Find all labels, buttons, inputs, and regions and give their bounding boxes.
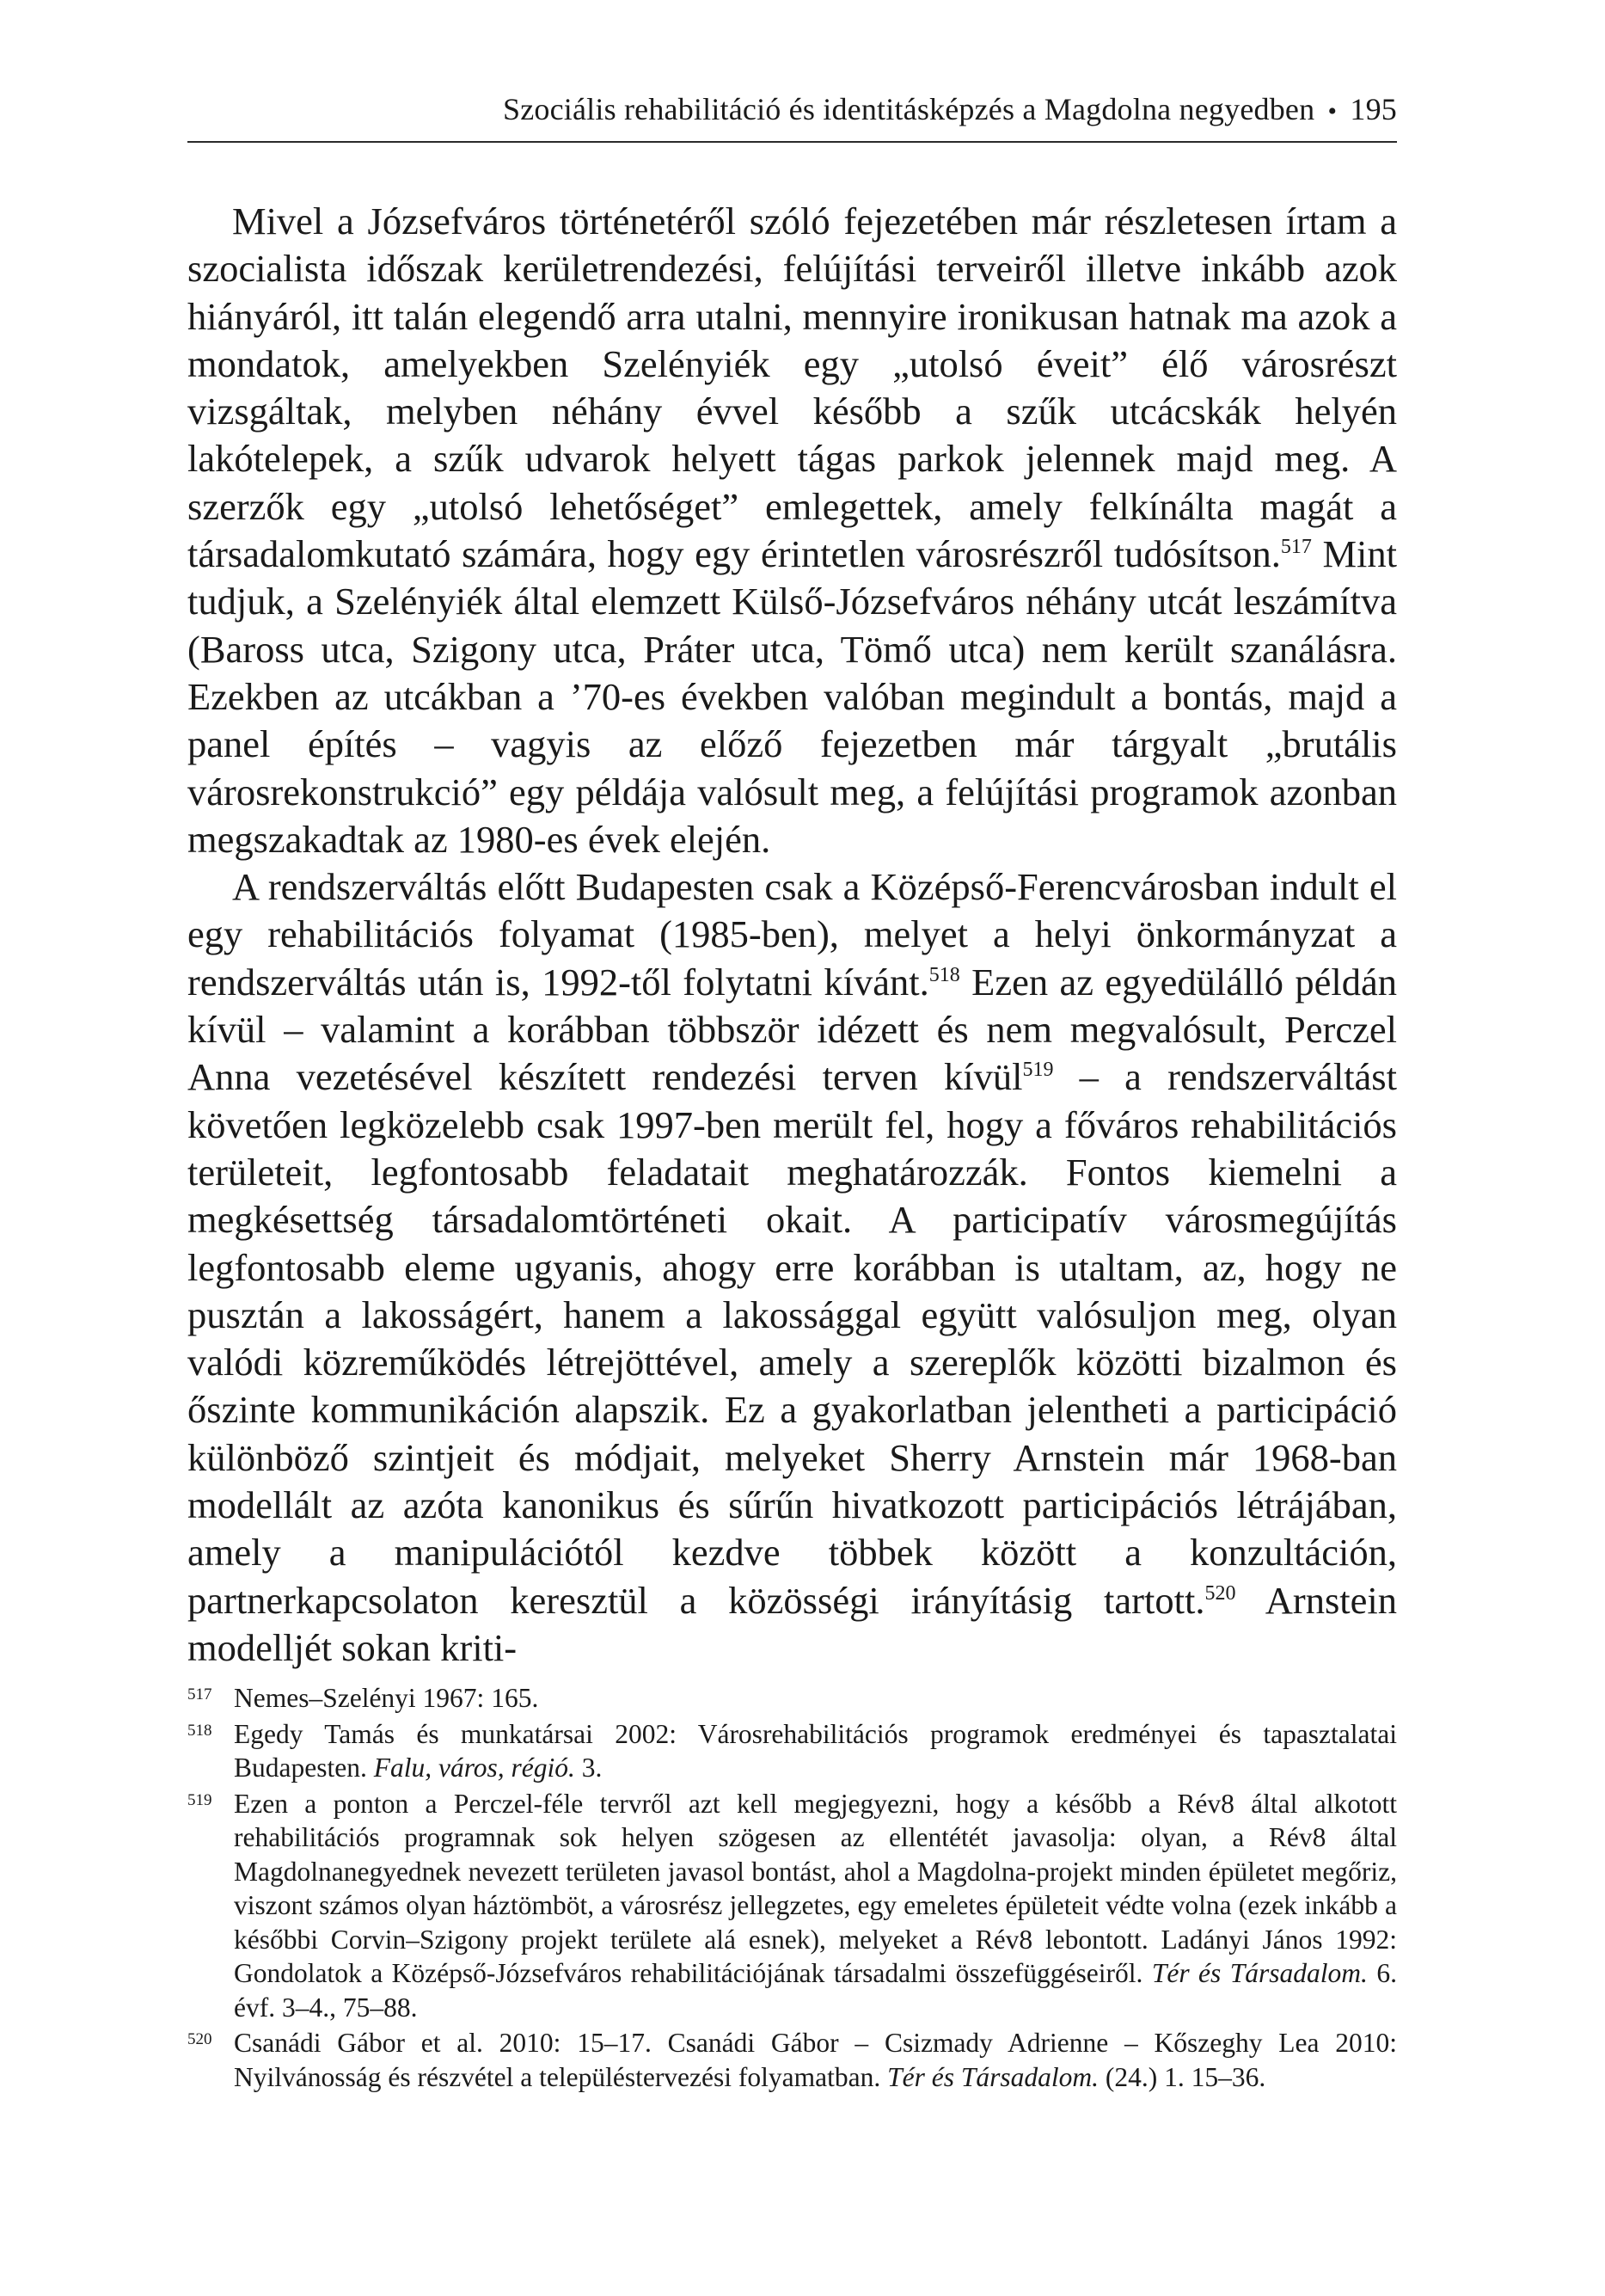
running-header [187, 86, 1397, 143]
running-title: Szociális rehabilitáció és identitásképzés a Magdolna negyedben [503, 92, 1315, 126]
paragraph [187, 863, 1397, 1672]
footnote-reference: 520 [1204, 1581, 1236, 1605]
footnote-text [234, 1719, 1397, 1783]
text-run: 6. évf. 3–4., 75–88. [234, 1958, 1397, 2023]
footnote [187, 1681, 1397, 1716]
footnote-text [234, 2028, 1397, 2092]
text-run: Ezen az egyedülálló példán kívül – valamint a korábban többször idézett és nem megvalósult, Perczel Anna vezetésével készített rendezési terven kívül [187, 960, 1397, 1099]
footnote-number: 517 [187, 1685, 212, 1704]
footnote-reference: 519 [1022, 1059, 1054, 1082]
italic-title: Tér és Társadalom. [887, 2061, 1099, 2092]
footnote-number: 518 [187, 1721, 212, 1740]
footnote-reference: 517 [1280, 536, 1312, 559]
text-run: Nemes–Szelényi 1967: 165. [234, 1683, 539, 1713]
text-run: – a rendszerváltást követően legközelebb csak 1997-ben merült fel, hogy a főváros rehabilitációs területeit, legfontosabb feladatait meghatározzák. Fontos kiemelni a megkésettség társadalomtörténeti okait. A participatív városmegújítás legfontosabb eleme ugyanis, ahogy erre korábban is utaltam, az, hogy ne pusztán a lakosságért, hanem a lakossággal együtt valósuljon meg, olyan valódi közreműködés létrejöttével, amely a szereplők közötti bizalmon és őszinte kommunikáción alapszik. Ez a gyakorlatban jelentheti a participáció különböző szintjeit és módjait, melyeket Sherry Arnstein már 1968-ban modellált az azóta kanonikus és sűrűn hivatkozott participációs létrájában, amely a manipulációtól kezdve többek között a konzultáción, partnerkapcsolaton keresztül a közösségi irányításig tartott. [187, 1055, 1397, 1622]
footnote-number: 520 [187, 2030, 212, 2048]
footnotes [187, 1681, 1397, 2096]
italic-title: Falu, város, régió. [373, 1753, 575, 1783]
paragraph [187, 198, 1397, 863]
text-run: Egedy Tamás és munkatársai 2002: Városrehabilitációs programok eredményei és tapasztalatai Budapesten. [234, 1718, 1397, 1783]
footnote [187, 2026, 1397, 2094]
text-run: Ezen a ponton a Perczel-féle tervről azt kell megjegyezni, hogy a később a Rév8 által alkotott rehabilitációs programnak sok helyen szögesen az ellentétét javasolja: olyan, a Rév8 által Magdolnanegyednek nevezett területen javasol bontást, ahol a Magdolna-projekt minden épületet megőriz, viszont számos olyan háztömböt, a városrész jellegzetes, egy emeletes épületeit védte volna (ezek inkább a későbbi Corvin–Szigony projekt területe alá esnek), melyeket a Rév8 lebontott. Ladányi János 1992: Gondolatok a Középső-Józsefváros rehabilitációjának társadalmi összefüggéseiről. [234, 1788, 1397, 1988]
italic-title: Tér és Társadalom. [1151, 1958, 1368, 1988]
text-run: Csanádi Gábor et al. 2010: 15–17. Csanádi Gábor – Csizmady Adrienne – Kőszeghy Lea 2010: Nyilvánosság és részvétel a településtervezési folyamatban. [234, 2028, 1397, 2092]
footnote-text [234, 1683, 538, 1713]
footnote [187, 1717, 1397, 1785]
text-run: Arnstein modelljét sokan kriti- [187, 1578, 1398, 1669]
text-run: (24.) 1. 15–36. [1099, 2061, 1266, 2092]
main-text [187, 198, 1397, 1672]
text-run: Mint tudjuk, a Szelényiék által elemzett Külső-Józsefváros néhány utcát leszámítva (Baross utca, Szigony utca, Práter utca, Tömő utca) nem került szanálásra. Ezekben az utcákban a ’70-es években valóban megindult a bontás, majd a panel építés – vagyis az előző fejezetben már tárgyalt „brutális városrekonstrukció” egy példája valósult meg, a felújítási programok azonban megszakadtak az 1980-es évek elején. [187, 532, 1397, 861]
text-run: 3. [574, 1753, 603, 1783]
footnote [187, 1787, 1397, 2025]
footnote-reference: 518 [928, 963, 960, 986]
header-bullet: • [1327, 97, 1338, 126]
footnote-text [234, 1789, 1397, 2023]
page-number: 195 [1350, 92, 1397, 126]
text-run: A rendszerváltás előtt Budapesten csak a Középső-Ferencvárosban indult el egy rehabilitációs folyamat (1985-ben), melyet a helyi önkormányzat a rendszerváltás után is, 1992-től folytatni kívánt. [187, 865, 1397, 1004]
text-run: Mivel a Józsefváros történetéről szóló fejezetében már részletesen írtam a szocialista időszak kerületrendezési, felújítási terveiről illetve inkább azok hiányáról, itt talán elegendő arra utalni, mennyire ironikusan hatnak ma azok a mondatok, amelyekben Szelényiék egy „utolsó éveit” élő városrészt vizsgáltak, melyben néhány évvel később a szűk utcácskák helyén lakótelepek, a szűk udvarok helyett tágas parkok jelennek majd meg. A szerzők egy „utolsó lehetőséget” emlegettek, amely felkínálta magát a társadalomkutató számára, hogy egy érintetlen városrészről tudósítson. [187, 200, 1397, 576]
footnote-number: 519 [187, 1790, 212, 1809]
